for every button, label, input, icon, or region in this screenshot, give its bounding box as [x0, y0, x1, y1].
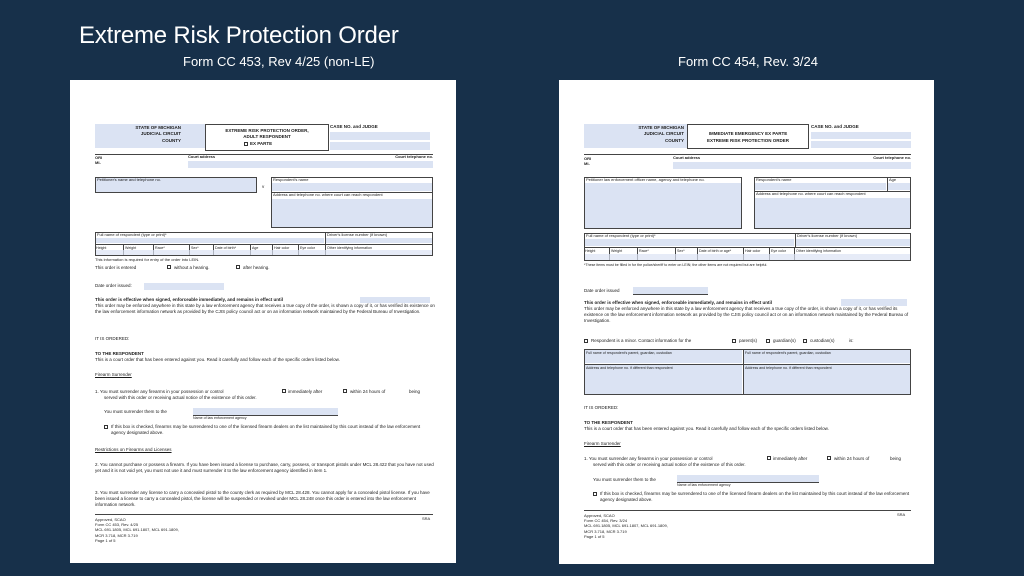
id-col-dob-age: Date of birth or age* — [698, 248, 744, 261]
right-form-caption: Form CC 454, Rev. 3/24 — [678, 54, 818, 69]
full-name-field[interactable] — [96, 238, 324, 243]
surrender-to-label: You must surrender them to the — [593, 477, 656, 482]
license-field[interactable] — [326, 238, 432, 243]
respondent-name-field[interactable] — [272, 183, 432, 191]
petitioner-field[interactable] — [585, 183, 741, 228]
respondent-name-label: Respondent's name — [756, 177, 792, 182]
id-col-dob: Date of birth* — [214, 245, 251, 256]
case-no-field[interactable] — [811, 132, 911, 139]
surrender-to-label: You must surrender them to the — [104, 409, 167, 414]
court-address-label: Court address — [673, 155, 701, 160]
agency-caption: Name of law enforcement agency — [677, 483, 731, 487]
id-col-hair: Hair color — [744, 248, 770, 261]
id-col-weight: Weight — [124, 245, 154, 256]
effective-body: This order may be enforced anywhere in this state by a law enforcement agency that receives a true copy of the order, is shown a copy of it, or has verified its existence on the law enforcement information network as provided by the CJIS policy council act or on an information network maintained by the Federal Bureau of Investigation. — [584, 306, 909, 324]
licensed-dealer-text: If this box is checked, firearms may be surrendered to one of the licensed firearm dealers on the list maintained by this court instead of the law enforcement agency designated above. — [111, 424, 421, 436]
within-24-label: within 24 hours of — [350, 389, 386, 394]
item1-continued: served with this order or receiving actual notice of the existence of this order. — [593, 462, 746, 467]
to-respondent-body: This is a court order that has been entered against you. Read it carefully and follow each of the specific orders listed below. — [584, 426, 829, 431]
ex-parte-checkbox[interactable] — [244, 142, 248, 146]
id-col-hair: Hair color — [273, 245, 299, 256]
immediately-after-checkbox[interactable] — [767, 456, 771, 460]
licensed-dealer-text: If this box is checked, firearms may be surrendered to one of the licensed firearm dealers on the list maintained by this court instead of the law enforcement agency designated above. — [600, 491, 910, 503]
age-label: Age — [889, 177, 897, 182]
id-col-other: Other identifying information — [327, 246, 372, 250]
effective-statement: This order is effective when signed, enforceable immediately, and remains in effect until — [584, 300, 772, 305]
id-col-weight: Weight — [610, 248, 638, 261]
lein-note: *These items must be filled in for the police/sheriff to enter on LEIN; the other items are not required but are helpful. — [584, 263, 768, 267]
court-address-field[interactable] — [673, 162, 911, 169]
id-col-other: Other identifying information — [796, 249, 841, 253]
firearm-surrender-heading: Firearm Surrender — [95, 372, 132, 377]
item2-text: 2. You cannot purchase or possess a firearm. If you have been issued a license to purchase, carry, possess, or transport pistols under MCL 28.422 that you have not used yet and it is not void yet, you must not use it and must surrender it to the law enforcement agency identified in item 1. — [95, 462, 434, 474]
full-name-field[interactable] — [585, 239, 794, 246]
within-24-checkbox[interactable] — [827, 456, 831, 460]
custodians-label: custodian(s) — [810, 338, 835, 343]
ori-label: ORI MI- — [584, 156, 592, 167]
form-title: IMMEDIATE EMERGENCY EX PARTE EXTREME RISK PROTECTION ORDER — [706, 131, 789, 143]
ex-parte-label: EX PARTE — [250, 141, 273, 146]
id-col-sex: Sex* — [190, 245, 214, 256]
judge-field[interactable] — [811, 141, 911, 148]
within-24-label: within 24 hours of — [834, 456, 870, 461]
respondent-name-field[interactable] — [755, 183, 886, 190]
form-footer: Approved, SCAO Form CC 453, Rev. 4/25 MCL 691.1805, MCL 691.1807, MCL 691.1809, MCR 3.718, MCR 3.719 Page 1 of 5 — [95, 517, 179, 543]
id-col-eye: Eye color — [770, 248, 795, 261]
parent-name-label-2: Full name of respondent's parent, guardian, custodian — [745, 351, 831, 355]
identity-values-field[interactable] — [585, 254, 910, 260]
id-col-age: Age — [251, 245, 273, 256]
minor-checkbox[interactable] — [584, 339, 588, 343]
id-col-height: Height — [584, 248, 610, 261]
date-issued-label: Date order issued: — [95, 283, 132, 288]
form-title: EXTREME RISK PROTECTION ORDER, ADULT RESPONDENT — [225, 128, 309, 140]
footer-divider — [95, 514, 433, 515]
identity-values-field[interactable] — [96, 250, 432, 255]
lein-note: This information is required for entry of the order into LEIN. — [95, 257, 200, 262]
date-issued-label: Date order issued — [584, 288, 620, 293]
license-label: Driver's license number (if known) — [797, 233, 858, 238]
petitioner-label: Petitioner's name and telephone no. — [97, 177, 161, 182]
date-issued-field[interactable] — [633, 287, 708, 294]
item1-text: 1. You must surrender any firearms in your possession or control — [95, 389, 224, 394]
item1-text: 1. You must surrender any firearms in your possession or control — [584, 456, 713, 461]
to-respondent-heading: TO THE RESPONDENT — [95, 351, 144, 356]
without-hearing-checkbox[interactable] — [167, 265, 171, 269]
id-col-sex: Sex* — [676, 248, 698, 261]
license-label: Driver's license number (if known) — [327, 232, 388, 237]
divider — [584, 154, 911, 155]
it-is-ordered: IT IS ORDERED: — [95, 336, 130, 341]
footer-divider — [584, 510, 911, 511]
case-no-label: CASE NO. and JUDGE — [811, 124, 859, 129]
parents-checkbox[interactable] — [732, 339, 736, 343]
judge-field[interactable] — [330, 142, 430, 150]
age-field[interactable] — [888, 183, 910, 190]
case-no-label: CASE NO. and JUDGE — [330, 124, 378, 129]
item3-text: 3. You must surrender any license to carry a concealed pistol to the county clerk as required by MCL 28.428. You cannot apply for a concealed pistol license. If you have been issued a license to carry a concealed pistol, the license will be suspended or revoked under MCL 28.248 once this order is entered into the law enforcement information network. — [95, 490, 430, 508]
effective-statement: This order is effective when signed, enforceable immediately, and remains in effect until — [95, 297, 283, 302]
guardians-checkbox[interactable] — [766, 339, 770, 343]
firearm-surrender-heading: Firearm Surrender — [584, 441, 621, 446]
after-hearing-checkbox[interactable] — [236, 265, 240, 269]
state-block-label: STATE OF MICHIGAN JUDICIAL CIRCUIT COUNTY — [135, 125, 181, 143]
date-underline — [633, 294, 708, 295]
form-cc454-page — [559, 80, 934, 564]
parent-address-label-1: Address and telephone no. if different than respondent — [586, 366, 673, 370]
entered-label: This order is entered — [95, 265, 137, 270]
guardians-label: guardian(s) — [773, 338, 796, 343]
licensed-dealer-checkbox[interactable] — [104, 425, 108, 429]
state-block-label: STATE OF MICHIGAN JUDICIAL CIRCUIT COUNTY — [638, 125, 684, 143]
form-footer: Approved, SCAO Form CC 454, Rev. 3/24 MCL 691.1805, MCL 691.1807, MCL 691.1809, MCR 3.718, MCR 3.719 Page 1 of 5 — [584, 513, 668, 539]
case-no-field[interactable] — [330, 132, 430, 140]
sra-label: SRA — [897, 512, 906, 517]
full-name-label: Full name of respondent (type or print)* — [97, 232, 167, 237]
effective-body: This order may be enforced anywhere in this state by a law enforcement agency that receives a true copy of the order, is shown a copy of it, or has verified its existence on the law enforcement information network as provided by the CJIS policy council act or on an information network maintained by the Federal Bureau of Investigation. — [95, 303, 435, 315]
is-label: is: — [849, 338, 854, 343]
licensed-dealer-checkbox[interactable] — [593, 492, 597, 496]
immediately-after-checkbox[interactable] — [282, 389, 286, 393]
agency-field[interactable] — [193, 408, 338, 415]
versus-label: v — [262, 184, 265, 189]
parent-name-label-1: Full name of respondent's parent, guardian, custodian — [586, 351, 672, 355]
custodians-checkbox[interactable] — [803, 339, 807, 343]
court-address-label: Court address — [188, 154, 216, 159]
left-form-caption: Form CC 453, Rev 4/25 (non-LE) — [183, 54, 375, 69]
effective-until-field[interactable] — [841, 299, 907, 306]
ori-label: ORI MI- — [95, 155, 103, 166]
respondent-address-field[interactable] — [272, 199, 432, 227]
respondent-address-label: Address and telephone no. where court can reach respondent — [756, 191, 866, 196]
it-is-ordered: IT IS ORDERED: — [584, 405, 619, 410]
court-address-field[interactable] — [188, 161, 433, 168]
id-col-race: Race* — [638, 248, 676, 261]
sra-label: SRA — [422, 516, 431, 521]
petitioner-label: Petitioner law enforcement officer name, agency and telephone no. — [586, 177, 705, 182]
item1-continued: served with this order or receiving actual notice of the existence of this order. — [104, 395, 257, 400]
respondent-address-label: Address and telephone no. where court can reach respondent — [273, 192, 383, 197]
restrictions-heading: Restrictions on Firearms and Licenses — [95, 447, 172, 452]
minor-label: Respondent is a minor. Contact information for the — [591, 338, 692, 343]
respondent-address-field[interactable] — [755, 198, 910, 228]
immediately-after-label: immediately after — [773, 456, 808, 461]
agency-caption: Name of law enforcement agency — [193, 416, 247, 420]
without-hearing-label: without a hearing. — [174, 265, 210, 270]
court-phone-label: Court telephone no. — [395, 154, 433, 159]
parents-label: parent(s) — [739, 338, 758, 343]
id-col-eye: Eye color — [299, 245, 326, 256]
date-issued-field[interactable] — [144, 283, 224, 290]
respondent-name-label: Respondent's name — [273, 177, 309, 182]
parent-address-label-2: Address and telephone no. if different than respondent — [745, 366, 832, 370]
full-name-label: Full name of respondent (type or print)* — [586, 233, 656, 238]
to-respondent-heading: TO THE RESPONDENT — [584, 420, 633, 425]
id-col-race: Race* — [154, 245, 190, 256]
slide-title: Extreme Risk Protection Order — [79, 22, 399, 49]
court-phone-label: Court telephone no. — [873, 155, 911, 160]
form-cc453-page — [70, 80, 456, 563]
immediately-after-label: immediately after — [288, 389, 323, 394]
to-respondent-body: This is a court order that has been entered against you. Read it carefully and follow each of the specific orders listed below. — [95, 357, 340, 362]
within-24-checkbox[interactable] — [343, 389, 347, 393]
after-hearing-label: after hearing. — [243, 265, 270, 270]
id-col-height: Height — [95, 245, 124, 256]
being-label: being — [409, 389, 421, 394]
license-field[interactable] — [796, 239, 910, 246]
agency-field[interactable] — [677, 475, 819, 482]
being-label: being — [890, 456, 902, 461]
